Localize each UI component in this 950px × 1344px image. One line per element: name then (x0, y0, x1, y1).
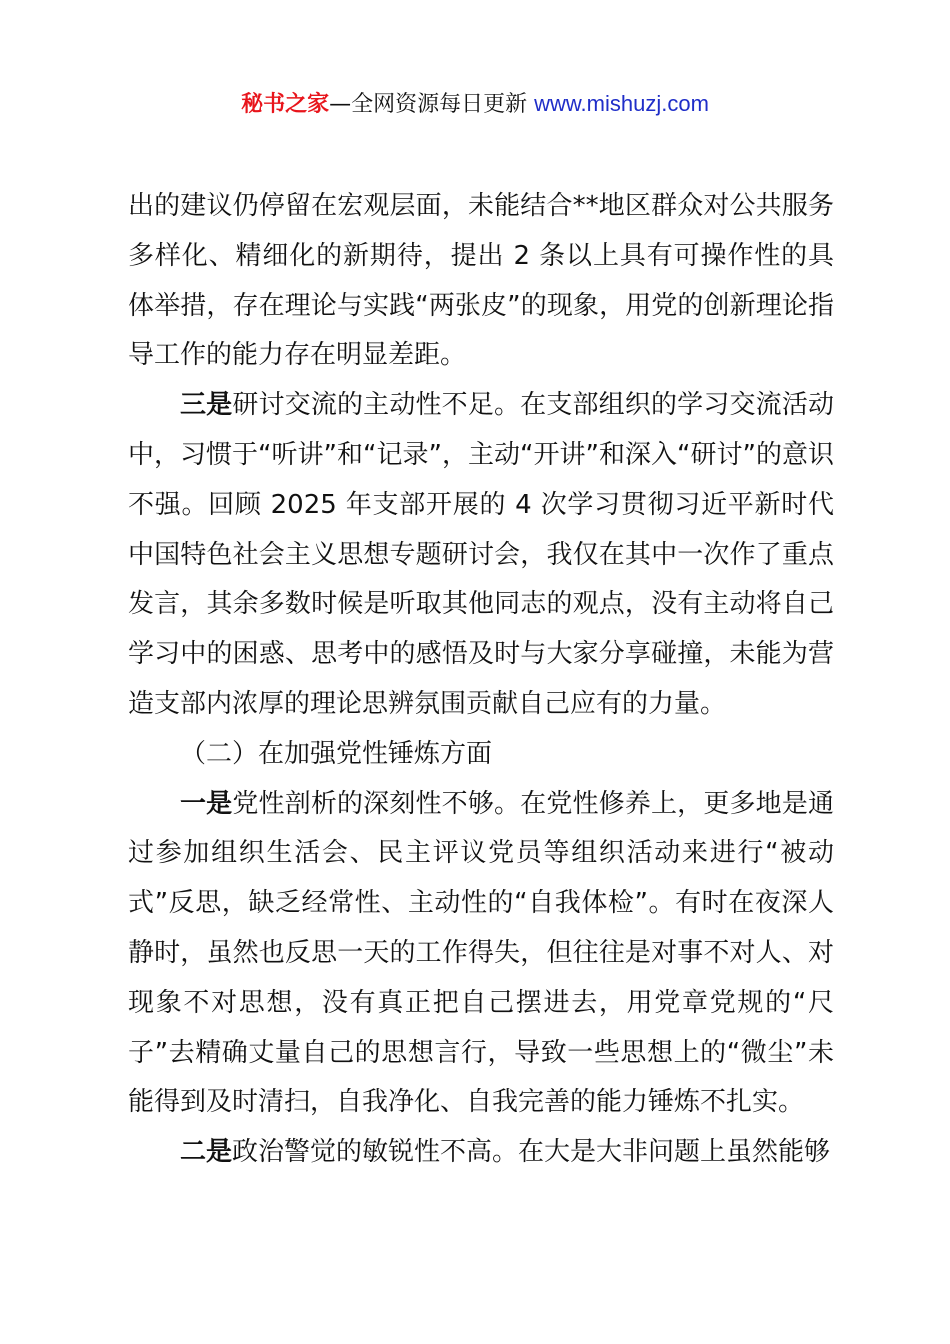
paragraph-text: 政治警觉的敏锐性不高。在大是大非问题上虽然能够 (232, 1137, 831, 1168)
site-header (0, 88, 950, 121)
paragraph-text: 出的建议仍停留在宏观层面，未能结合**地区群众对公共服务多样化、精细化的新期待，提出 2 条以上具有可操作性的具体举措，存在理论与实践“两张皮”的现象，用党的创新理论指导工作的能力存在明显差距。 (128, 191, 834, 371)
site-brand: 秘书之家 (241, 92, 330, 117)
document-body (128, 182, 834, 1178)
site-tagline: —全网资源每日更新 (329, 92, 535, 117)
paragraph-text: 党性剖析的深刻性不够。在党性修养上，更多地是通过参加组织生活会、民主评议党员等组织活动来进行“被动式”反思，缺乏经常性、主动性的“自我体检”。有时在夜深人静时，虽然也反思一天的工作得失，但往往是对事不对人、对现象不对思想，没有真正把自己摆进去，用党章党规的“尺子”去精确丈量自己的思想言行，导致一些思想上的“微尘”未能得到及时清扫，自我净化、自我完善的能力锤炼不扎实。 (128, 788, 834, 1118)
paragraph-point-three (128, 381, 834, 730)
paragraph-lead: 一是 (180, 788, 233, 819)
section-heading (128, 730, 834, 780)
site-url[interactable]: www.mishuzj.com (534, 91, 709, 116)
paragraph-point-two (128, 1128, 834, 1178)
paragraph-lead: 三是 (180, 390, 233, 421)
paragraph-continuation (128, 182, 834, 381)
paragraph-point-one (128, 780, 834, 1129)
paragraph-lead: 二是 (180, 1137, 233, 1168)
paragraph-text: 研讨交流的主动性不足。在支部组织的学习交流活动中，习惯于“听讲”和“记录”，主动“开讲”和深入“研讨”的意识不强。回顾 2025 年支部开展的 4 次学习贯彻习近平新时代中国特色社会主义思想专题研讨会，我仅在其中一次作了重点发言，其余多数时候是听取其他同志的观点，没有主动将自己学习中的困惑、思考中的感悟及时与大家分享碰撞，未能为营造支部内浓厚的理论思辨氛围贡献自己应有的力量。 (128, 390, 834, 719)
section-heading-text: （二）在加强党性锤炼方面 (180, 738, 493, 769)
